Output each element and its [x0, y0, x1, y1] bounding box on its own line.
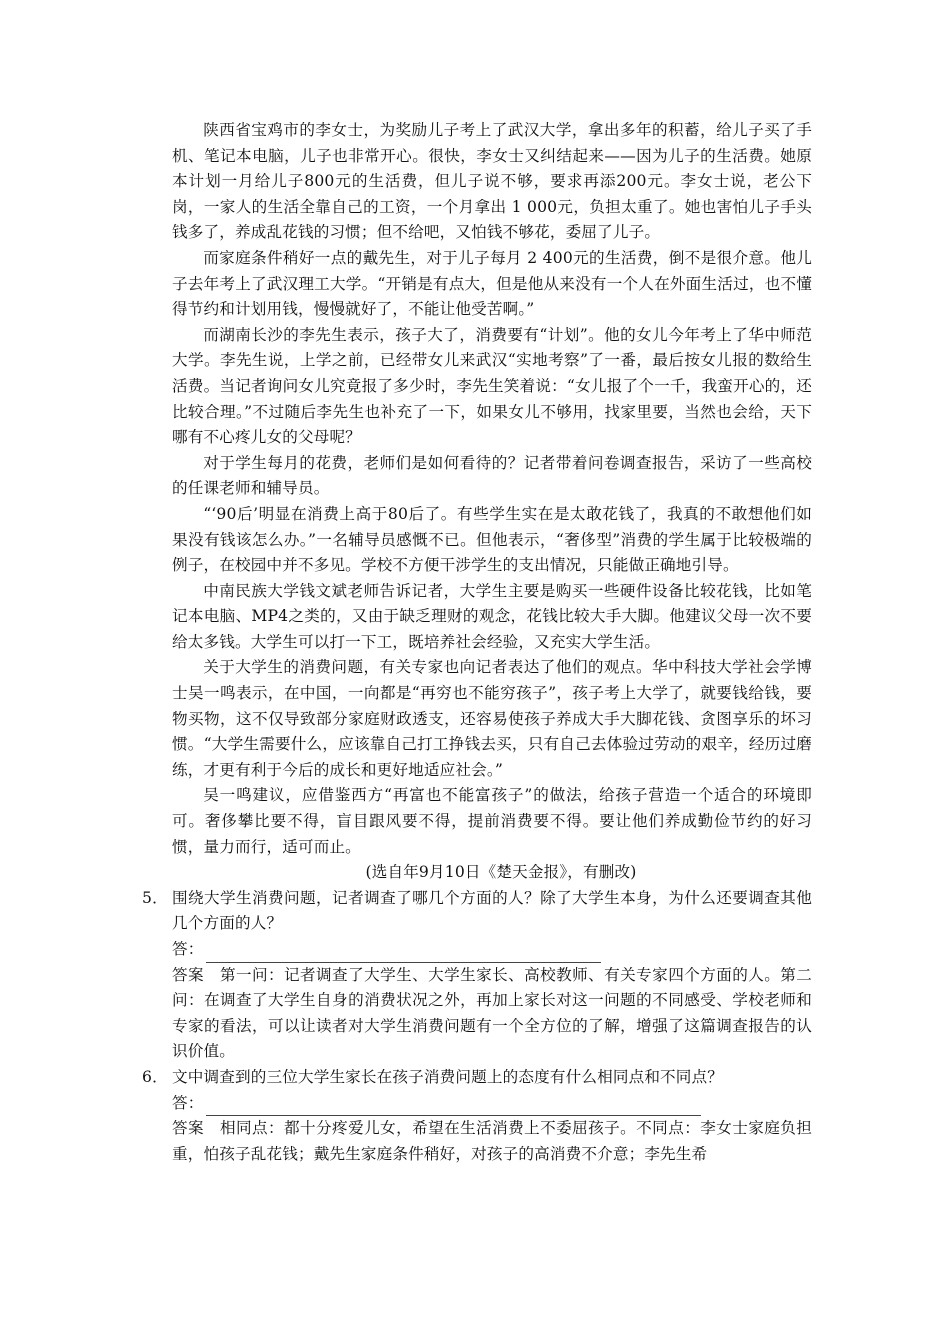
- question-block: [142, 886, 812, 1065]
- article-paragraph: 对于学生每月的花费，老师们是如何看待的？记者带着问卷调查报告，采访了一些高校的任课老师和辅导员。: [172, 453, 812, 498]
- article-paragraph: 关于大学生的消费问题，有关专家也向记者表达了他们的观点。华中科技大学社会学博士吴一鸣表示，在中国，一向都是“再穷也不能穷孩子”，孩子考上大学了，就要钱给钱，要物买物，这不仅导致部分家庭财政透支，还容易使孩子养成大手大脚花钱、贪图享乐的坏习惯。“大学生需要什么，应该靠自己打工挣钱去买，只有自己去体验过劳动的艰辛，经历过磨练，才更有利于今后的成长和更好地适应社会。”: [172, 658, 812, 779]
- answer-blank[interactable]: [206, 1097, 701, 1116]
- answer-prompt: 答：: [172, 1093, 204, 1112]
- answer-text: 答案 相同点：都十分疼爱儿女，希望在生活消费上不委屈孩子。不同点：李女士家庭负担重，怕孩子乱花钱；戴先生家庭条件稍好，对孩子的高消费不介意；李先生希: [172, 1119, 812, 1163]
- article-source: (选自年9月10日《楚天金报》，有删改): [365, 863, 637, 882]
- question-number: 6．: [142, 1067, 168, 1086]
- article-paragraph: 而湖南长沙的李先生表示，孩子大了，消费要有“计划”。他的女儿今年考上了华中师范大学。李先生说，上学之前，已经带女儿来武汉“实地考察”了一番，最后按女儿报的数给生活费。当记者询问女儿究竟报了多少时，李先生笑着说：“女儿报了个一千，我蛮开心的，还比较合理。”不过随后李先生也补充了一下，如果女儿不够用，找家里要，当然也会给，天下哪有不心疼儿女的父母呢？: [172, 325, 812, 447]
- answer-prompt: 答：: [172, 940, 204, 958]
- question-block: [142, 1065, 812, 1167]
- question-number: 5．: [142, 888, 168, 907]
- article-paragraph: 而家庭条件稍好一点的戴先生，对于儿子每月 2 400元的生活费，倒不是很介意。他儿子去年考上了武汉理工大学。“开销是有点大，但是他从来没有一个人在外面生活过，也不懂得节约和计划用钱，慢慢就好了，不能让他受苦啊。”: [172, 248, 812, 319]
- answer-blank[interactable]: [206, 944, 601, 963]
- answer-text: 答案 第一问：记者调查了大学生、大学生家长、高校教师、有关专家四个方面的人。第二问：在调查了大学生自身的消费状况之外，再加上家长对这一问题的不同感受、学校老师和专家的看法，可以让读者对大学生消费问题有一个全方位的了解，增强了这篇调查报告的认识价值。: [172, 965, 812, 1061]
- article-paragraph: “‘90后’明显在消费上高于80后了。有些学生实在是太敢花钱了，我真的不敢想他们如果没有钱该怎么办。”一名辅导员感慨不已。但他表示，“奢侈型”消费的学生属于比较极端的例子，在校园中并不多见。学校不方便干涉学生的支出情况，只能做正确地引导。: [172, 504, 812, 575]
- answer-line: [172, 937, 812, 963]
- answer-line: [172, 1091, 812, 1117]
- document-content: [142, 118, 812, 1167]
- question-body: 文中调查到的三位大学生家长在孩子消费问题上的态度有什么相同点和不同点？: [172, 1067, 724, 1086]
- article-paragraph: 陕西省宝鸡市的李女士，为奖励儿子考上了武汉大学，拿出多年的积蓄，给儿子买了手机、笔记本电脑，儿子也非常开心。很快，李女士又纠结起来——因为儿子的生活费。她原本计划一月给儿子800元的生活费，但儿子说不够，要求再添200元。李女士说，老公下岗，一家人的生活全靠自己的工资，一个月拿出 1 000元，负担太重了。她也害怕儿子手头钱多了，养成乱花钱的习惯；但不给吧，又怕钱不够花，委屈了儿子。: [172, 121, 812, 242]
- question-text: [142, 886, 812, 937]
- question-body: 围绕大学生消费问题，记者调查了哪几个方面的人？除了大学生本身，为什么还要调查其他几个方面的人？: [172, 888, 812, 933]
- question-text: [142, 1065, 812, 1091]
- article-paragraph: 中南民族大学钱文斌老师告诉记者，大学生主要是购买一些硬件设备比较花钱，比如笔记本电脑、MP4之类的，又由于缺乏理财的观念，花钱比较大手大脚。他建议父母一次不要给太多钱。大学生可以打一下工，既培养社会经验，又充实大学生活。: [172, 581, 812, 651]
- article-paragraph: 吴一鸣建议，应借鉴西方“再富也不能富孩子”的做法，给孩子营造一个适合的环境即可。奢侈攀比要不得，盲目跟风要不得，提前消费要不得。要让他们养成勤俭节约的好习惯，量力而行，适可而止。: [172, 786, 812, 856]
